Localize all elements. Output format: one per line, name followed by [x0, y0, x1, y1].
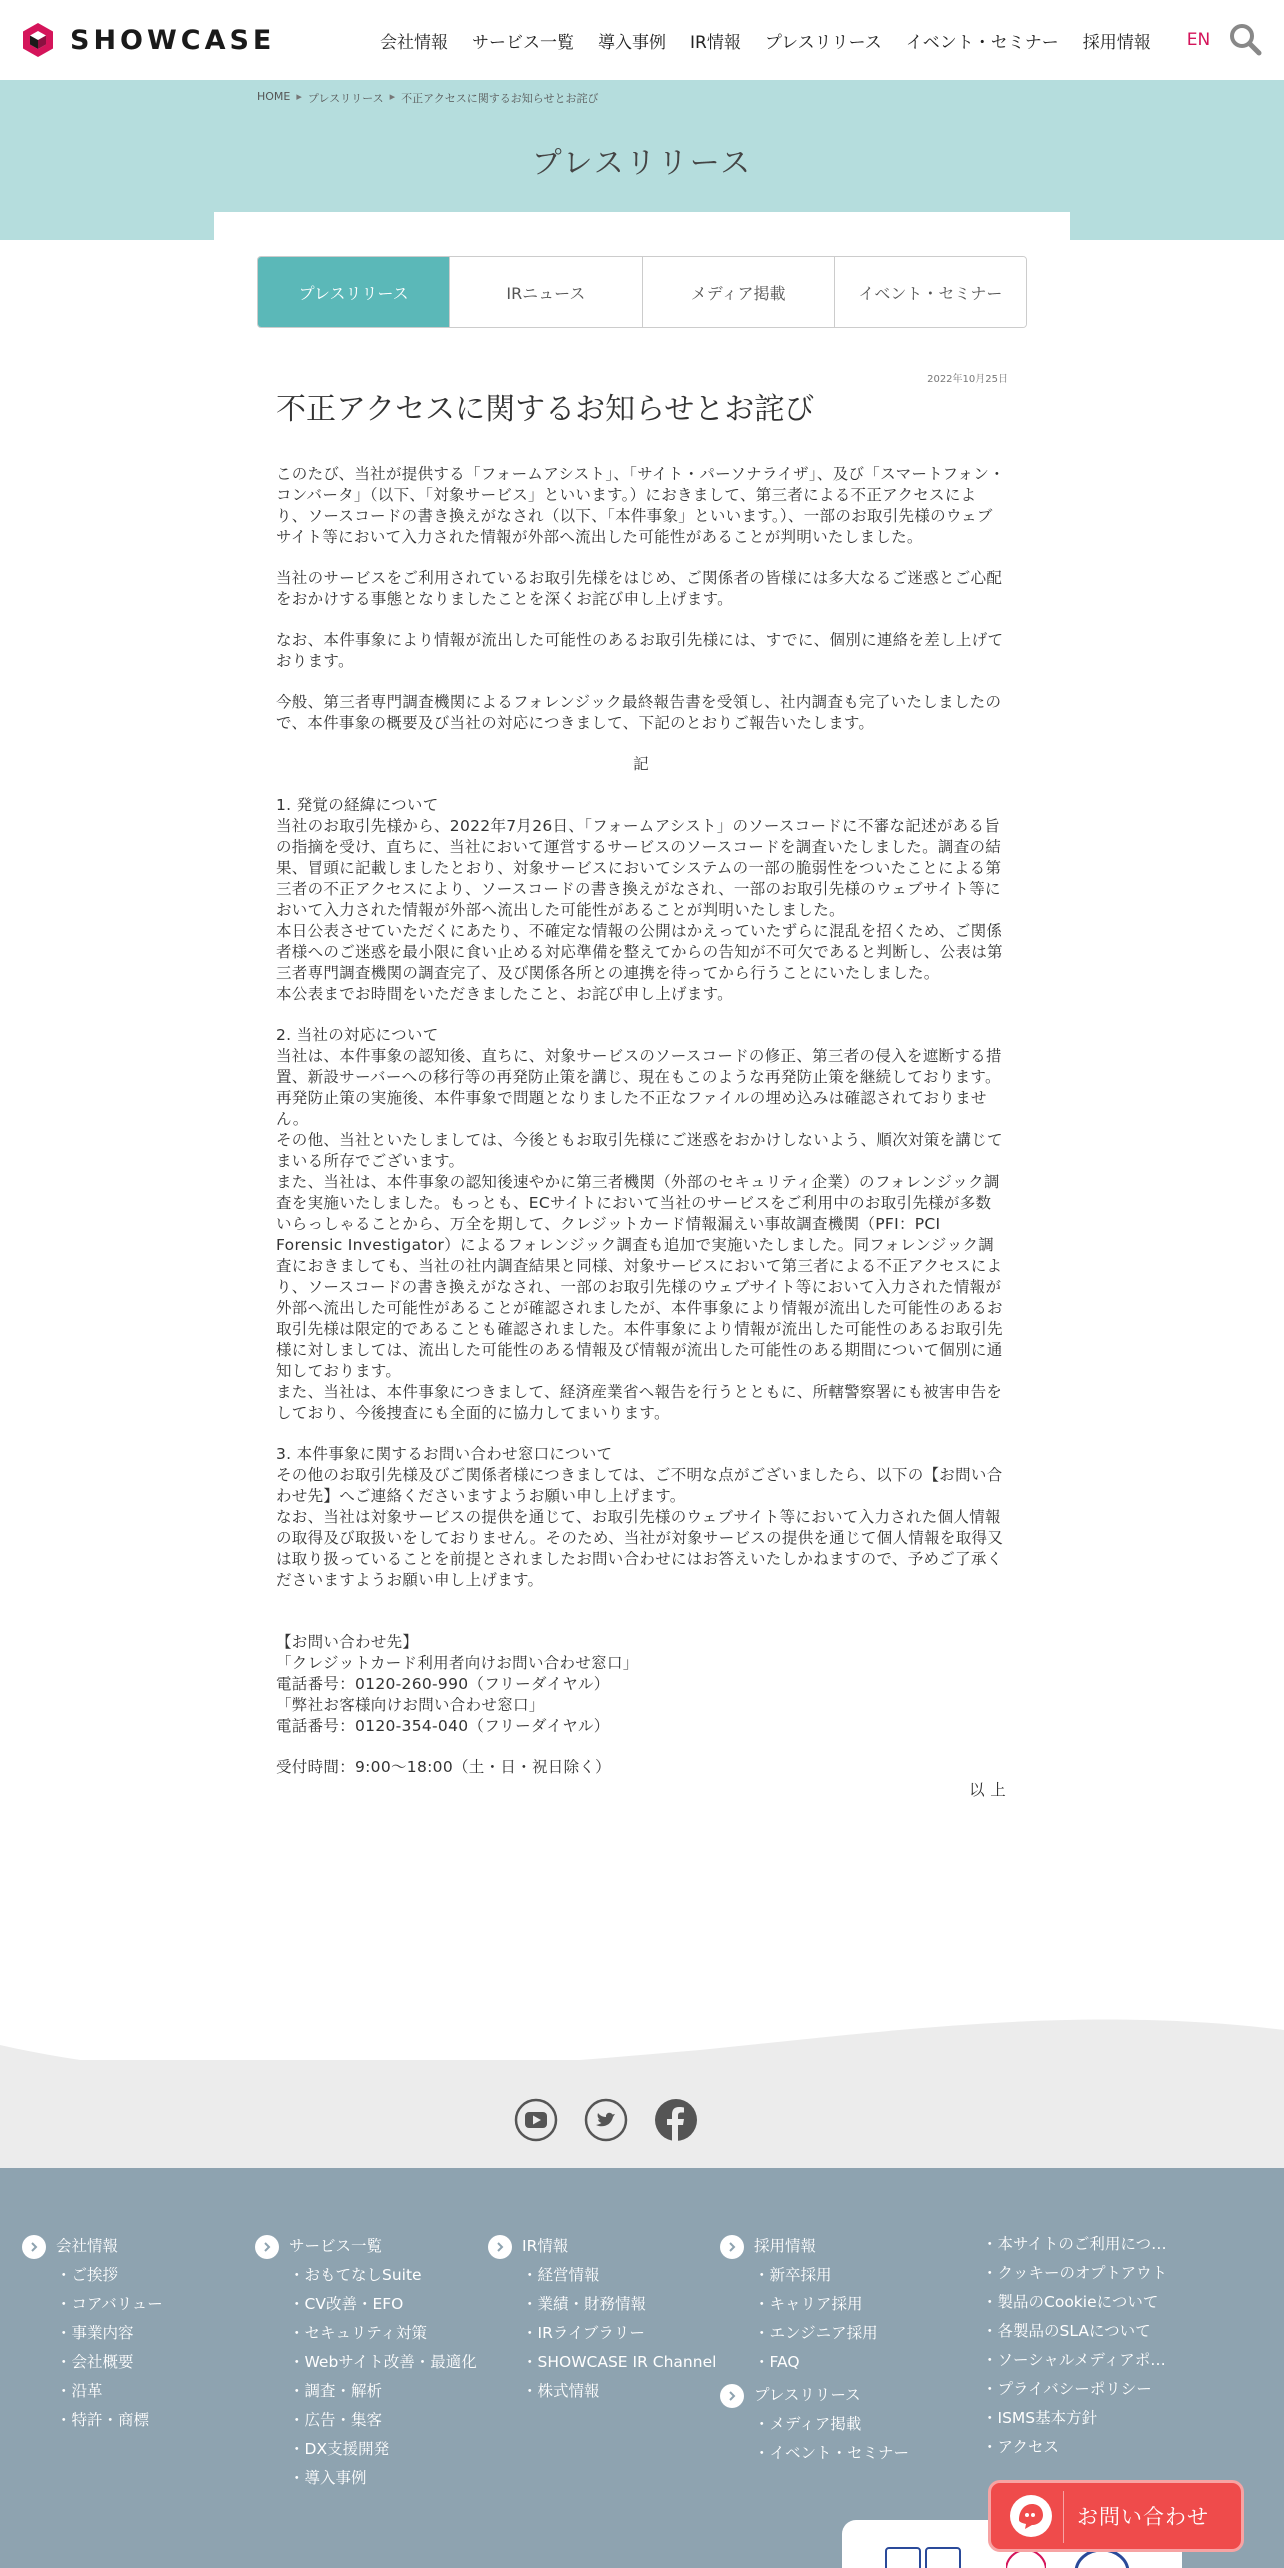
tab-ir-news[interactable]: IRニュース — [450, 257, 642, 327]
footer-link[interactable]: ・ プライバシーポリシー — [982, 2375, 1167, 2404]
contact-button-label: お問い合わせ — [1077, 2505, 1209, 2529]
footer-link[interactable]: ・ 各製品のSLAについて — [982, 2317, 1167, 2346]
footer-col-services — [255, 2232, 477, 2493]
breadcrumb-separator: ▸ — [296, 90, 302, 103]
tab-press-release[interactable]: プレスリリース — [258, 257, 450, 327]
footer-link[interactable]: ・ ご挨拶 — [56, 2261, 163, 2290]
footer-link[interactable]: ・ 株式情報 — [522, 2377, 716, 2406]
nav-recruit[interactable]: 採用情報 — [1082, 32, 1151, 53]
breadcrumb-current: 不正アクセスに関するお知らせとお詫び — [401, 92, 599, 105]
footer-link[interactable]: ・ CV改善・EFO — [289, 2290, 477, 2319]
article-paragraph: 今般、第三者専門調査機関によるフォレンジック最終報告書を受領し、社内調査も完了いたしましたので、本件事象の概要及び当社の対応につきまして、下記のとおりご報告いたします。 — [276, 693, 1002, 732]
isms-badge-icon — [884, 2546, 964, 2568]
footer-link[interactable]: ・ イベント・セミナー — [754, 2439, 909, 2468]
contact-button[interactable] — [988, 2480, 1244, 2552]
footer-link[interactable]: ・ クッキーのオプトアウト — [982, 2259, 1167, 2288]
article-date: 2022年10月25日 — [927, 374, 1008, 385]
footer-link[interactable]: ・ 調査・解析 — [289, 2377, 477, 2406]
footer-link[interactable]: ・ アクセス — [982, 2433, 1167, 2462]
footer-link[interactable]: ・ 経営情報 — [522, 2261, 716, 2290]
article-section: 2. 当社の対応について 当社は、本件事象の認知後、直ちに、対象サービスのソースコードの修正、第三者の侵入を遮断する措置、新設サーバーへの移行等の再発防止策を講じ、現在もこのような再発防止策を継続しております。再発防止策の実施後、本件事象で問題となりました不正なファイルの埋め込みは確認されておりません。 その他、当社といたしましては、今後ともお取引先様にご迷惑をおかけしないよう、順次対策を講じてまいる所存でございます。 また、当社は、本件事象の認知後速やかに第三者機関（外部のセキュリティ企業）のフォレンジック調査を実施いたしました。もっとも、ECサイトにおいて当社のサービスをご利用中のお取引先様が多数いらっしゃることから、万全を期して、クレジットカード情報漏えい事故調査機関（PFI：PCI Forensic Investigator）によるフォレンジック調査も追加で実施いたしました。同フォレンジック調査におきましても、当社の社内調査結果と同様、対象サービスにおいて第三者による不正アクセスにより、ソースコードの書き換えがなされ、一部のお取引先様のウェブサイト等において入力された情報が外部へ流出した可能性があることが確認されましたが、本件事象により情報が流出した可能性のあるお取引先様は限定的であることも確認されました。本件事象により情報が流出した可能性のあるお取引先様に対しましては、流出した可能性のある情報及び情報が流出した可能性のある期間について個別に通知しております。 また、当社は、本件事象につきまして、経済産業省へ報告を行うとともに、所轄警察署にも被害申告をしており、今後捜査にも全面的に協力してまいります。 — [276, 1026, 1003, 1422]
showcase-logo-icon — [20, 22, 56, 58]
article-hours: 受付時間：9:00～18:00（土・日・祝日除く） — [276, 1758, 611, 1776]
nav-events[interactable]: イベント・セミナー — [905, 32, 1059, 53]
footer-heading[interactable]: 会社情報 — [56, 2237, 119, 2255]
footer-col-company — [22, 2232, 163, 2435]
chat-support-icon — [1009, 2494, 1053, 2538]
youtube-icon[interactable] — [514, 2098, 558, 2142]
footer-link[interactable]: ・ 導入事例 — [289, 2464, 477, 2493]
footer-link[interactable]: ・ 会社概要 — [56, 2348, 163, 2377]
tab-media[interactable]: メディア掲載 — [643, 257, 835, 327]
facebook-icon[interactable] — [654, 2098, 698, 2142]
footer-link[interactable]: ・ ISMS基本方針 — [982, 2404, 1167, 2433]
footer-link[interactable]: ・ メディア掲載 — [754, 2410, 909, 2439]
article-contact: 【お問い合わせ先】 「クレジットカード利用者向けお問い合わせ窓口」 電話番号：0120-260-990（フリーダイヤル） 「弊社お客様向けお問い合わせ窓口」 電話番号：0120-354-040（フリーダイヤル） — [276, 1633, 639, 1735]
footer-link[interactable]: ・ 沿革 — [56, 2377, 163, 2406]
footer-link[interactable]: ・ SHOWCASE IR Channel — [522, 2348, 716, 2377]
site-header — [0, 0, 1284, 80]
article-section: 1. 発覚の経緯について 当社のお取引先様から、2022年7月26日、「フォームアシスト」のソースコードに不審な記述がある旨の指摘を受け、直ちに、当社において運営するサービスのソースコードを調査いたしました。調査の結果、冒頭に記載しましたとおり、対象サービスにおいてシステムの一部の脆弱性をついたことによる第三者の不正アクセスにより、ソースコードの書き換えがなされ、一部のお取引先様のウェブサイト等において入力された情報が外部へ流出した可能性があることが判明いたしました。 本日公表させていただくにあたり、不確定な情報の公開はかえっていたずらに混乱を招くため、ご関係者様へのご迷惑を最小限に食い止める対応準備を整えてからの告知が不可欠であると判断し、公表は第三者専門調査機関の調査完了、及び関係各所との連携を待ってから行うことにいたしました。 本公表までお時間をいただきましたこと、お詫び申し上げます。 — [276, 796, 1003, 1003]
footer-heading[interactable]: プレスリリース — [754, 2386, 861, 2404]
chevron-right-icon — [255, 2235, 279, 2259]
logo[interactable] — [20, 22, 275, 58]
search-icon[interactable] — [1228, 22, 1262, 56]
lang-en-link[interactable]: EN — [1186, 30, 1211, 50]
article-end: 以 上 — [969, 1781, 1006, 1799]
footer-link[interactable]: ・ コアバリュー — [56, 2290, 163, 2319]
chevron-right-icon — [720, 2235, 744, 2259]
logo-text: SHOWCASE — [70, 24, 276, 56]
footer-link[interactable]: ・ セキュリティ対策 — [289, 2319, 477, 2348]
footer-link[interactable]: ・ おもてなしSuite — [289, 2261, 477, 2290]
nav-cases[interactable]: 導入事例 — [598, 32, 666, 53]
chevron-right-icon — [720, 2384, 744, 2408]
article-ki: 記 — [633, 755, 649, 773]
nav-press[interactable]: プレスリリース — [764, 32, 882, 53]
chevron-right-icon — [22, 2235, 46, 2259]
footer-heading[interactable]: IR情報 — [522, 2237, 569, 2255]
category-tabs — [257, 256, 1027, 328]
footer-social-area — [0, 2060, 1284, 2170]
nav-services[interactable]: サービス一覧 — [472, 32, 574, 53]
twitter-icon[interactable] — [584, 2098, 628, 2142]
footer-link[interactable]: ・ Webサイト改善・最適化 — [289, 2348, 477, 2377]
article-title: 不正アクセスに関するお知らせとお詫び — [276, 392, 815, 427]
article-section: 3. 本件事象に関するお問い合わせ窓口について その他のお取引先様及びご関係者様につきましては、ご不明な点がございましたら、以下の【お問い合わせ先】へご連絡くださいますようお願い申し上げます。 なお、当社は対象サービスの提供を通じて、お取引先様のウェブサイト等において入力された個人情報の取得及び取扱いをしておりません。そのため、当社が対象サービスの提供を通じて個人情報を取得又は取り扱っていることを前提とされましたお問い合わせにはお答えいたしかねますので、予めご了承くださいますようお願い申し上げます。 — [276, 1445, 1004, 1589]
footer-col-ir — [488, 2232, 716, 2406]
footer-col-recruit — [720, 2232, 909, 2468]
footer-link[interactable]: ・ ソーシャルメディアポ… — [982, 2346, 1167, 2375]
footer-link[interactable]: ・ 本サイトのご利用につ… — [982, 2230, 1167, 2259]
chevron-right-icon — [488, 2235, 512, 2259]
footer-link[interactable]: ・ IRライブラリー — [522, 2319, 716, 2348]
main-nav — [380, 0, 1210, 80]
footer-heading[interactable]: サービス一覧 — [289, 2237, 383, 2255]
footer-link[interactable]: ・ FAQ — [754, 2348, 909, 2377]
footer-heading[interactable]: 採用情報 — [754, 2237, 817, 2255]
breadcrumb — [257, 90, 598, 106]
footer-link[interactable]: ・ 事業内容 — [56, 2319, 163, 2348]
breadcrumb-home[interactable]: HOME — [257, 90, 291, 103]
footer-link[interactable]: ・ DX支援開発 — [289, 2435, 477, 2464]
article-body — [276, 464, 1006, 1821]
footer-link[interactable]: ・ 広告・集客 — [289, 2406, 477, 2435]
footer-link[interactable]: ・ 新卒採用 — [754, 2261, 909, 2290]
tab-events[interactable]: イベント・セミナー — [835, 257, 1026, 327]
breadcrumb-press[interactable]: プレスリリース — [307, 92, 384, 105]
page-title: プレスリリース — [531, 146, 753, 181]
footer-col-policies — [982, 2230, 1167, 2462]
footer-link[interactable]: ・ 製品のCookieについて — [982, 2288, 1167, 2317]
article-paragraph: なお、本件事象により情報が流出した可能性のあるお取引先様には、すでに、個別に連絡を差し上げております。 — [276, 631, 1004, 670]
footer-link[interactable]: ・ 業績・財務情報 — [522, 2290, 716, 2319]
nav-company[interactable]: 会社情報 — [380, 32, 448, 53]
footer-link[interactable]: ・ 特許・商標 — [56, 2406, 163, 2435]
breadcrumb-separator: ▸ — [389, 90, 396, 103]
footer-link[interactable]: ・ キャリア採用 — [754, 2290, 909, 2319]
nav-ir[interactable]: IR情報 — [690, 32, 741, 53]
article-paragraph: 当社のサービスをご利用されているお取引先様をはじめ、ご関係者の皆様には多大なるご迷惑とご心配をおかけする事態となりましたことを深くお詫び申し上げます。 — [276, 569, 1003, 608]
contact-divider — [1063, 2491, 1064, 2543]
footer-link[interactable]: ・ エンジニア採用 — [754, 2319, 909, 2348]
article-paragraph: このたび、当社が提供する「フォームアシスト」、「サイト・パーソナライザ」、及び「スマートフォン・コンバータ」（以下、「対象サービス」といいます。）におきまして、第三者による不正アクセスにより、ソースコードの書き換えがなされ（以下、「本件事象」といいます。）、一部のお取引先様のウェブサイト等において入力された情報が外部へ流出した可能性があることが判明いたしました。 — [276, 465, 1005, 546]
